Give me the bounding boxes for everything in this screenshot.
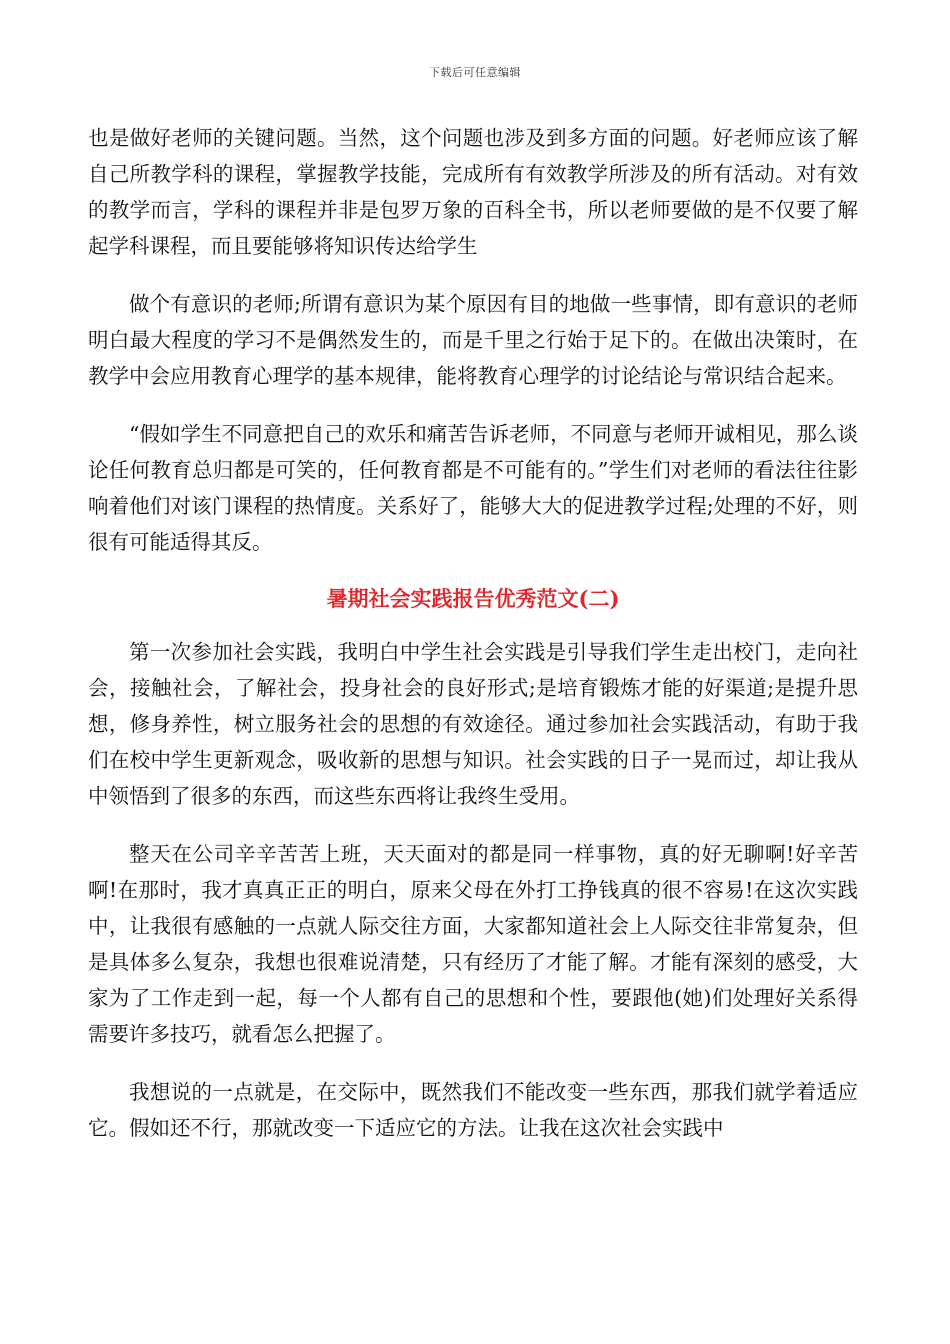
paragraph: 我想说的一点就是，在交际中，既然我们不能改变一些东西，那我们就学着适应它。假如还不行，那就改变一下适应它的方法。让我在这次社会实践中 <box>88 1080 858 1140</box>
page-header: 下载后可任意编辑 <box>429 66 521 79</box>
paragraph: 整天在公司辛辛苦苦上班，天天面对的都是同一样事物，真的好无聊啊!好辛苦啊!在那时，我才真真正正的明白，原来父母在外打工挣钱真的很不容易!在这次实践中，让我很有感触的一点就人际交往方面，大家都知道社会上人际交往非常复杂，但是具体多么复杂，我想也很难说清楚，只有经历了才能了解。才能有深刻的感受，大家为了工作走到一起，每一个人都有自己的思想和个性，要跟他(她)们处理好关系得需要许多技巧，就看怎么把握了。 <box>88 842 858 1046</box>
paragraph: 第一次参加社会实践，我明白中学生社会实践是引导我们学生走出校门，走向社会，接触社会，了解社会，投身社会的良好形式;是培育锻炼才能的好渠道;是提升思想，修身养性，树立服务社会的思想的有效途径。通过参加社会实践活动，有助于我们在校中学生更新观念，吸收新的思想与知识。社会实践的日子一晃而过，却让我从中领悟到了很多的东西，而这些东西将让我终生受用。 <box>88 640 858 808</box>
paragraph: 做个有意识的老师;所谓有意识为某个原因有目的地做一些事情，即有意识的老师明白最大程度的学习不是偶然发生的，而是千里之行始于足下的。在做出决策时，在教学中会应用教育心理学的基本规律，能将教育心理学的讨论结论与常识结合起来。 <box>88 292 858 388</box>
section-title: 暑期社会实践报告优秀范文(二) <box>326 586 620 611</box>
paragraph: “假如学生不同意把自己的欢乐和痛苦告诉老师，不同意与老师开诚相见，那么谈论任何教育总归都是可笑的，任何教育都是不可能有的。”学生们对老师的看法往往影响着他们对该门课程的热情度。关系好了，能够大大的促进教学过程;处理的不好，则很有可能适得其反。 <box>88 422 858 554</box>
paragraph: 也是做好老师的关键问题。当然，这个问题也涉及到多方面的问题。好老师应该了解自己所教学科的课程，掌握教学技能，完成所有有效教学所涉及的所有活动。对有效的教学而言，学科的课程并非是包罗万象的百科全书，所以老师要做的是不仅要了解起学科课程，而且要能够将知识传达给学生 <box>88 126 858 258</box>
document-body <box>88 120 858 1168</box>
